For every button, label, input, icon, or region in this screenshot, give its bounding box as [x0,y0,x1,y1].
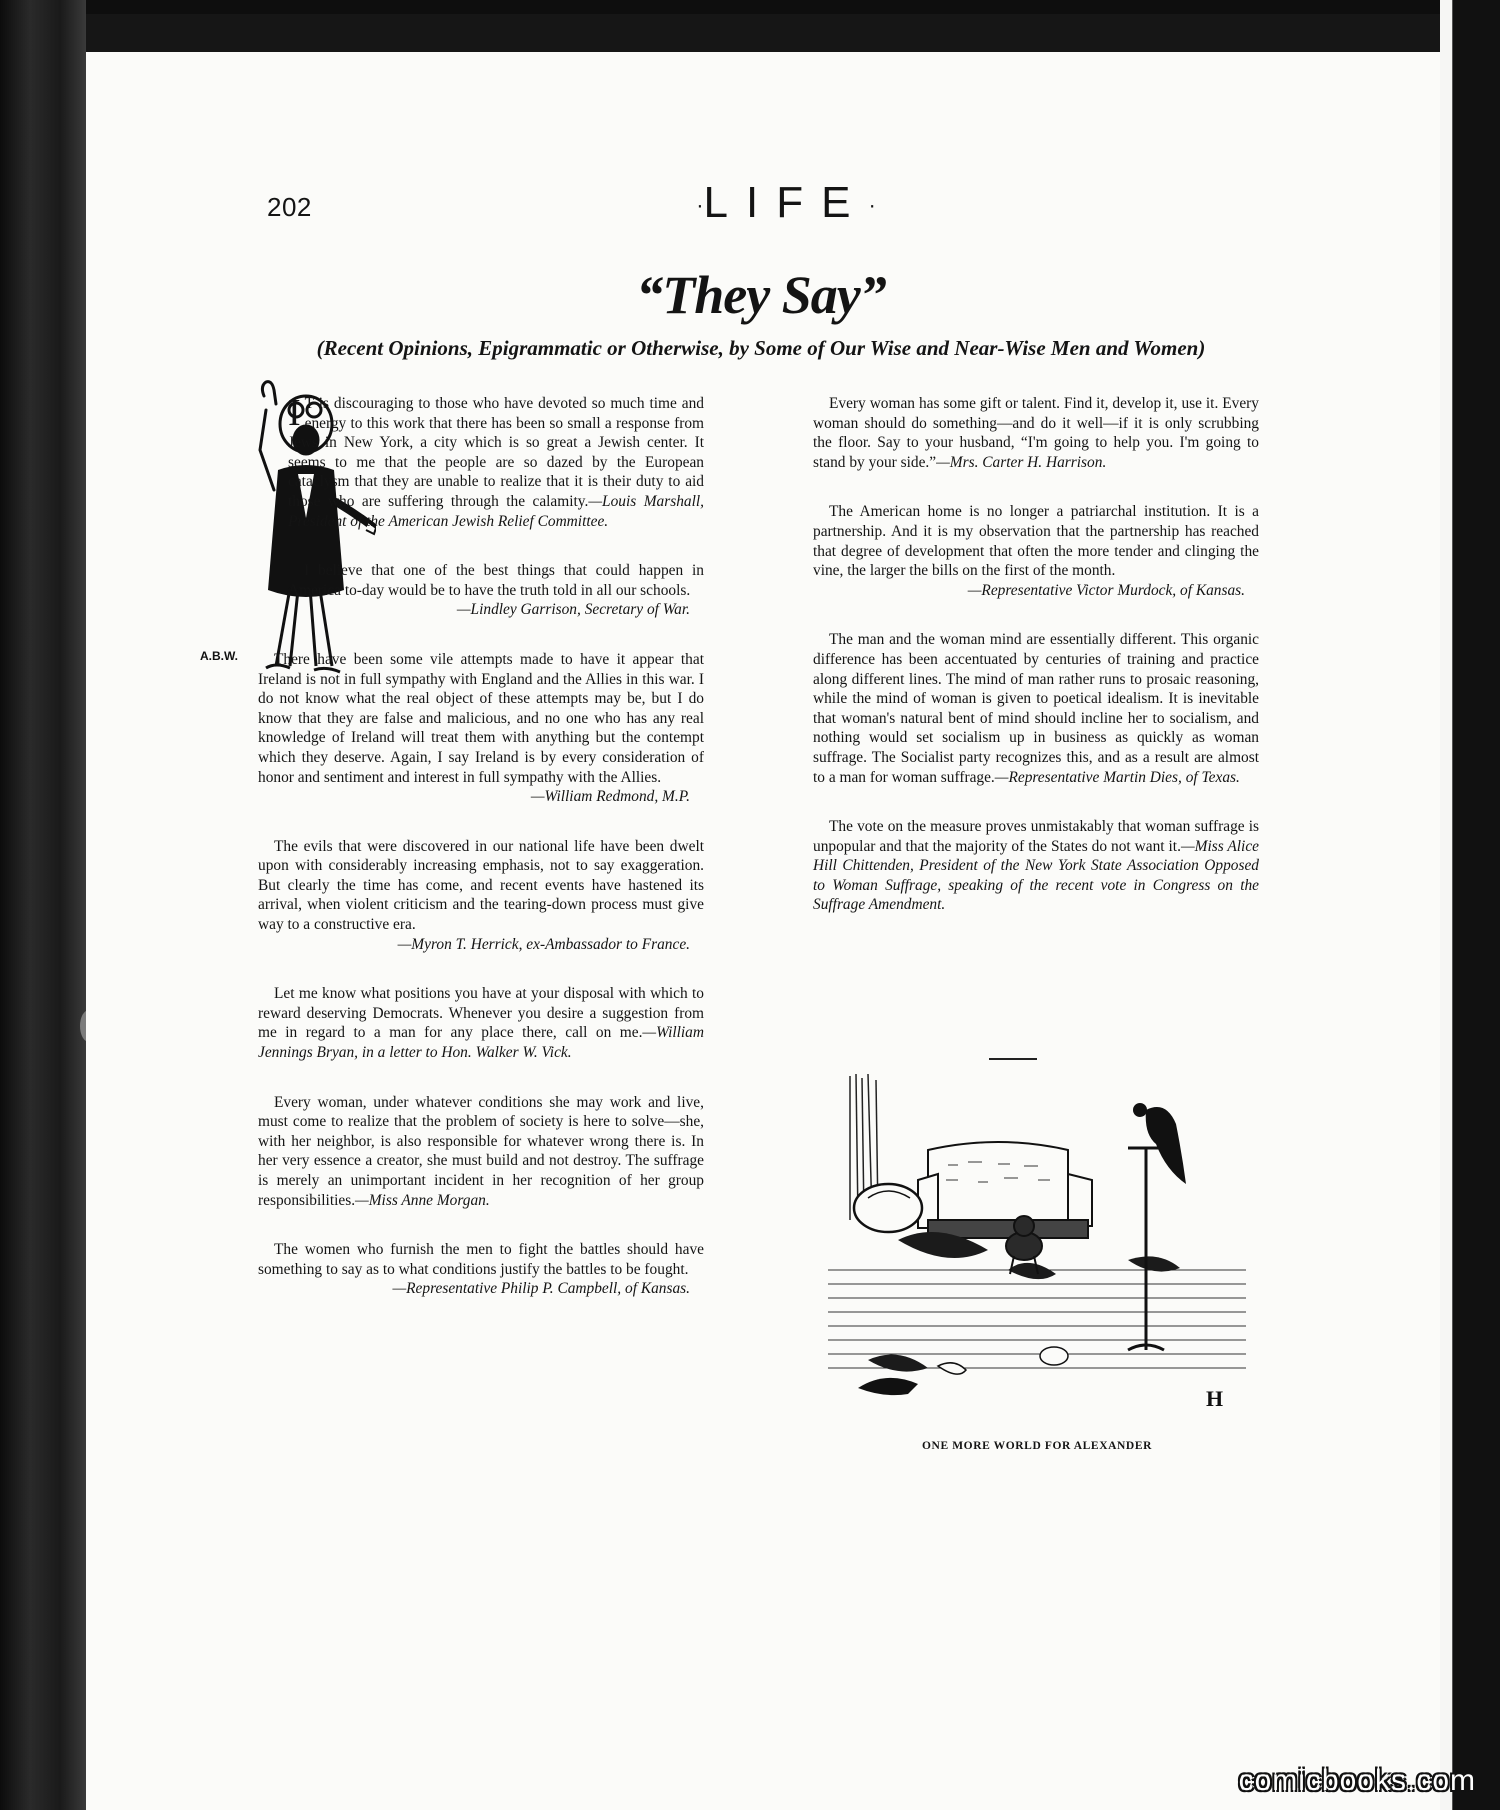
illustration-caption: ONE MORE WORLD FOR ALEXANDER [922,1440,1152,1452]
parlor-scene-illustration [828,1070,1246,1416]
quote-11-attribution: —Miss Alice Hill Chittenden, President of the New York State Association Opposed to Woman Suffrage, speaking of the recent vote in Congress on the Suffrage Amendment. [813,837,1259,914]
quote-6-attribution: —Miss Anne Morgan. [355,1191,490,1209]
scan-border-right [1440,0,1500,1810]
quote-8-text: Every woman has some gift or talent. Find it, develop it, use it. Every woman should do something—and do it well—if it is only scrubbing the floor. Say to your husband, “I'm going to help you. I'm going to stand by your side.” [813,395,1259,471]
article-subtitle: (Recent Opinions, Epigrammatic or Otherwise, by Some of Our Wise and Near-Wise Men and Women) [316,336,1206,360]
quote-3 [258,650,704,807]
quote-9 [813,502,1259,600]
scan-border-top [0,0,1500,14]
site-watermark: comicbooks.com [1238,1764,1476,1797]
quote-1-attribution: —Louis Marshall, President of the American Jewish Relief Committee. [288,492,704,530]
quote-5-text: Let me know what positions you have at your disposal with which to reward deserving Democrats. Whenever you desire a suggestion from me in regard to a man for any place there, call on me. [258,985,704,1042]
quote-11 [813,817,1259,915]
masthead-dot-left: · [696,192,704,218]
quote-9-text: The American home is no longer a patriarchal institution. It is a partnership. And it is my observation that the partnership has reached that degree of development that often the more tender and clinging the vine, the larger the bills on the first of the month. [813,503,1259,580]
quote-1-text: T is discouraging to those who have devoted so much time and energy to this work that there has been so small a response from Jews in New York, a city which is so great a Jewish center. It seems to me that the people are so dazed by the European cataclysm that they are unable to realize that it is their duty to aid those who are suffering through the calamity. [288,395,704,510]
magazine-page [86,52,1440,1810]
svg-text:A.B.W.: A.B.W. [200,649,238,663]
left-column [258,394,704,1309]
quote-5-attribution: —William Jennings Bryan, in a letter to Hon. Walker W. Vick. [258,1024,704,1062]
quote-10-attribution: —Representative Martin Dies, of Texas. [994,768,1240,786]
quote-9-attribution: —Representative Victor Murdock, of Kansas. [967,581,1245,599]
quote-11-text: The vote on the measure proves unmistakably that woman suffrage is unpopular and that the majority of the States do not want it. [813,818,1259,855]
scan-border-left [0,0,86,1810]
quote-7-attribution: —Representative Philip P. Campbell, of Kansas. [392,1280,690,1298]
quote-10-text: The man and the woman mind are essentially different. This organic difference has been accentuated by centuries of training and practice along different lines. The mind of man rather runs to prosaic reasoning, while the mind of woman is given to poetical idealism. It is inevitable that woman's natural bent of mind should incline her to socialism, and nothing would set socialism up in business as quickly as woman suffrage. The Socialist party recognizes this, and as a result are almost to a man for woman suffrage. [813,631,1259,786]
article-headline: “They Say” [636,265,886,325]
quote-4 [258,837,704,955]
quote-10 [813,630,1259,787]
quote-8 [813,394,1259,472]
quote-4-text: The evils that were discovered in our national life have been dwelt upon with considerably increasing emphasis, not to say exaggeration. But clearly the time has come, and recent events have hastened its arrival, when violent criticism and the tearing-down process must give way to a constructive era. [258,837,704,934]
quote-7-text: The women who furnish the men to fight the battles should have something to say as to what conditions justify the battles to be fought. [258,1241,704,1278]
quote-2-attribution: —Lindley Garrison, Secretary of War. [456,601,690,619]
svg-text:H: H [1206,1386,1224,1411]
masthead [586,178,986,228]
quote-6-text: Every woman, under whatever conditions she may work and live, must come to realize that the problem of society is here to solve—she, with her neighbor, is also responsible for whatever wrong there is. In her very essence a creator, she must build and not destroy. The suffrage is merely an unimportant incident in her recognition of her group responsibilities. [258,1093,704,1209]
quote-3-text: There have been some vile attempts made to have it appear that Ireland is not in full sympathy with England and the Allies in this war. I do not know what the real object of these attempts may be, but I do know that they are false and malicious, and no one who has any real knowledge of Ireland will treat them with anything but the contempt which they deserve. Again, I say Ireland is by every consideration of honor and sentiment and interest in full sympathy with the Allies. [258,650,704,786]
masthead-dot-right: · [868,192,876,218]
quote-2 [288,561,704,620]
quote-7 [258,1240,704,1299]
quote-5 [258,984,704,1062]
quote-2-text: I believe that one of the best things that could happen in America to-day would be to have the truth told in all our schools. [288,562,704,599]
quote-1 [288,394,704,531]
section-divider [989,1058,1037,1060]
quote-4-attribution: —Myron T. Herrick, ex-Ambassador to France. [397,935,690,953]
masthead-title: LIFE [703,178,869,227]
quote-3-attribution: —William Redmond, M.P. [530,788,690,806]
page-number: 202 [267,192,312,222]
right-column [813,394,1259,925]
drop-cap: I [288,392,301,434]
quote-6 [258,1093,704,1211]
quote-8-attribution: —Mrs. Carter H. Harrison. [936,453,1107,471]
